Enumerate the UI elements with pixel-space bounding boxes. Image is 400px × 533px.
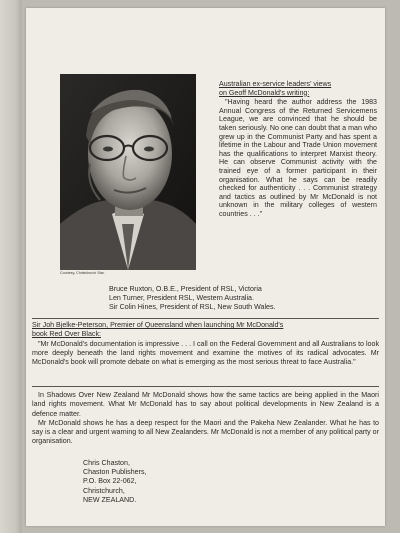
quote-heading-line-1: Australian ex-service leaders' views (219, 80, 332, 88)
shadows-paragraph-2: Mr McDonald shows he has a deep respect for the Maori and the Pakeha New Zealander. What he has to say is a clear and urgent warning to all New Zealanders. Mr McDonald is not a member of any political party or organisation. (32, 418, 379, 446)
signatory-turner: Len Turner, President RSL, Western Australia. (109, 294, 254, 303)
author-portrait-photo (60, 74, 196, 270)
divider-rule (32, 386, 379, 387)
signatory-hines: Sir Colin Hines, President of RSL, New South Wales. (109, 303, 276, 312)
address-line-city: Christchurch, (83, 486, 125, 495)
address-line-name: Chris Chaston, (83, 459, 130, 467)
book-spine-edge (0, 0, 22, 533)
address-line-box: P.O. Box 22-062, (83, 477, 137, 486)
address-line-publisher: Chaston Publishers, (83, 468, 147, 477)
bjelke-heading-line-2: book Red Over Black: (32, 330, 101, 339)
bjelke-peterson-heading (32, 321, 379, 339)
bjelke-peterson-quote (32, 340, 379, 368)
divider-rule (32, 318, 379, 319)
back-cover-page (26, 8, 385, 526)
shadows-paragraph-1: In Shadows Over New Zealand Mr McDonald shows how the same tactics are being applied in the Maori land rights movement. What Mr McDonald has to say about political developments in New Zealand is a defence matter. (32, 391, 379, 418)
bjelke-heading-line-1: Sir Joh Bjelke-Peterson, Premier of Queensland when launching Mr McDonald's (32, 321, 284, 329)
bjelke-quote-text: "Mr McDonald's documentation is impressive . . . I call on the Federal Government and all Australians to look more deeply beneath the land rights movement and examine the motives of its radical advocates. Mr McDonald's book will promote debate on what is emerging as the most serious threat to face Australia." (32, 340, 379, 367)
address-line-country: NEW ZEALAND. (83, 495, 137, 504)
signatories-list (109, 285, 359, 312)
quote-text: "Having heard the author address the 1983 Annual Congress of the Returned Servicemens League, we are convinced that he should be taken seriously. No one can doubt that a man who grew up in the Communist Party and has spent a lifetime in the Labour and Trade Union movement has the qualifications to interpret Marxist theory. He can observe Communist activity with the trained eye of a former participant in their organisation. What he says can be readily checked for authenticity . . . Communist strategy and tactics as outlined by Mr McDonald is not unknown in the military colleges of western countries . . ." (219, 98, 377, 218)
quote-heading-line-2: on Geoff McDonald's writing: (219, 88, 310, 97)
signatory-ruxton: Bruce Ruxton, O.B.E., President of RSL, Victoria (109, 285, 262, 293)
ex-service-leaders-quote (219, 80, 377, 219)
author-portrait-image (60, 74, 196, 270)
photo-credit: Courtesy, Christchurch Star. (60, 271, 105, 275)
shadows-over-nz-text (32, 391, 379, 447)
publisher-address (83, 459, 203, 505)
